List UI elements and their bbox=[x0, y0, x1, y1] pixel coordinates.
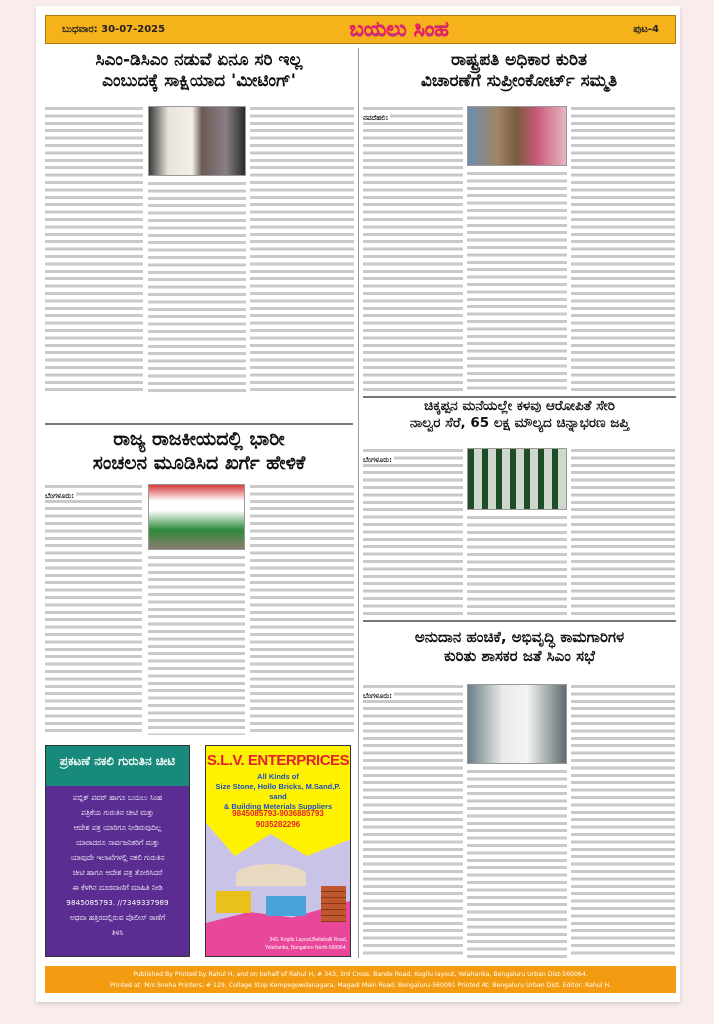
imprint-line: Published By Printed by Rahul H, and on behalf of Rahul H, # 343, 3rd Cross, Bande Road, Kogilu layout, Yelahanka, Bengaluru Urban Dist-560064. bbox=[133, 971, 588, 978]
ad-address-line: Yelahanka, Bangalore North-560064. bbox=[264, 945, 347, 951]
ad-address-line: 343, Kogilu Layout,Bellahalli Road, bbox=[269, 937, 347, 943]
article-4-body bbox=[467, 514, 567, 615]
article-3-body bbox=[45, 483, 142, 735]
bricks-image bbox=[321, 886, 346, 922]
page-number: ಪುಟ-4 bbox=[633, 24, 659, 35]
article-3-body bbox=[250, 483, 354, 735]
headline-line: ಸಿಎಂ-ಡಿಸಿಎಂ ನಡುವೆ ಏನೂ ಸರಿ ಇಲ್ಲ bbox=[95, 50, 303, 70]
headline-line: ಕುರಿತು ಶಾಸಕರ ಜತೆ ಸಿಎಂ ಸಭೆ bbox=[444, 646, 595, 665]
section-divider bbox=[45, 423, 353, 425]
notice-line: ಈ ಕೆಳಗಿನ ದೂರವಾಣಿಗೆ ಮಾಹಿತಿ ನೀಡಿ bbox=[72, 883, 163, 892]
ad-company-name: S.L.V. ENTERPRICES bbox=[206, 752, 350, 769]
ad-phone-numbers bbox=[206, 808, 350, 830]
article-3-headline bbox=[45, 428, 353, 476]
dateline: ಬೆಂಗಳೂರು: bbox=[363, 456, 392, 464]
slv-enterprises-advertisement bbox=[205, 745, 351, 957]
imprint-footer bbox=[45, 966, 676, 993]
ad-phone: 9035282296 bbox=[255, 820, 301, 829]
article-1-headline bbox=[45, 50, 353, 93]
article-2-headline bbox=[363, 50, 675, 93]
headline-line: ನಾಲ್ವರ ಸೆರೆ, 65 ಲಕ್ಷ ಮೌಲ್ಯದ ಚಿನ್ನಾಭರಣ ಜಪ್ತಿ bbox=[409, 414, 630, 431]
article-5-headline bbox=[363, 628, 676, 666]
headline-line: ಎಂಬುದಕ್ಕೆ ಸಾಕ್ಷಿಯಾದ 'ಮೀಟಿಂಗ್' bbox=[102, 71, 296, 92]
article-2-body bbox=[467, 170, 567, 393]
truck-image bbox=[266, 896, 306, 916]
section-divider bbox=[363, 620, 676, 622]
ad-address bbox=[252, 936, 347, 952]
sand-pile-image bbox=[236, 864, 306, 886]
article-3-photo bbox=[148, 484, 245, 550]
dateline: ಬೆಂಗಳೂರು: bbox=[45, 492, 74, 500]
notice-title: ಪ್ರಕಟಣೆ ನಕಲಿ ಗುರುತಿನ ಚೀಟಿ bbox=[46, 746, 189, 786]
notice-body bbox=[46, 786, 189, 944]
article-5-photo bbox=[467, 684, 567, 764]
ad-product-list: & Building Meterials Suppliers bbox=[223, 802, 333, 811]
dateline: ಬೆಂಗಳೂರು: bbox=[363, 692, 392, 700]
excavator-image bbox=[216, 891, 251, 913]
notice-line: ಪತ್ರಿಕೆಯ ಗುರುತಿನ ಚೀಟಿ ಮತ್ತು bbox=[81, 808, 154, 817]
ad-phone: 9845085793-9036885793 bbox=[232, 809, 324, 818]
dateline: ನವದೆಹಲಿ: bbox=[363, 114, 389, 122]
article-1-photo bbox=[148, 106, 246, 176]
headline-line: ಚಿಕ್ಕಪ್ಪನ ಮನೆಯಲ್ಲೇ ಕಳವು ಆರೋಪಿತೆ ಸೇರಿ bbox=[424, 398, 615, 414]
notice-line: ಅಥವಾ ಹತ್ತಿರದಲ್ಲಿರುವ ಪೊಲೀಸ್ ಠಾಣೆಗೆ bbox=[69, 913, 166, 922]
article-2-body bbox=[571, 105, 675, 393]
headline-line: ಅನುದಾನ ಹಂಚಿಕೆ, ಅಭಿವೃದ್ಧಿ ಕಾಮಗಾರಿಗಳ bbox=[414, 628, 625, 646]
ad-subtitle: All Kinds of bbox=[257, 772, 299, 781]
article-1-body bbox=[250, 105, 354, 395]
article-4-body bbox=[363, 447, 463, 615]
issue-date: ಬುಧವಾರ: 30-07-2025 bbox=[62, 24, 166, 35]
notice-line: ಚೀಟಿ ಹಾಗೂ ಆದೇಶ ಪತ್ರ ತೋರಿಸಿದರೆ bbox=[72, 868, 163, 877]
article-2-photo bbox=[467, 106, 567, 166]
notice-line: ಯಾವುದೇ ಇಲಾಖೆಗಳಲ್ಲಿ ನಕಲಿ ಗುರುತಿನ bbox=[70, 853, 165, 862]
article-5-body bbox=[363, 683, 463, 958]
notice-line: ತಿಳಿಸಿ bbox=[111, 928, 124, 937]
notice-advertisement bbox=[45, 745, 190, 957]
imprint-line: Printed at: M/s Sneha Printers, # 129, Collage Stop Kempegowdanagara, Magadi Main Road, Bengaluru-560091 Printed At: Bengaluru Urban Dist. Editor: Rahul H. bbox=[110, 982, 611, 989]
article-4-photo bbox=[467, 448, 567, 510]
notice-phone: 9845085793. //7349337989 bbox=[66, 898, 169, 907]
article-4-headline bbox=[363, 398, 676, 432]
headline-line: ಸಂಚಲನ ಮೂಡಿಸಿದ ಖರ್ಗೆ ಹೇಳಿಕೆ bbox=[92, 451, 306, 474]
notice-line: ಯಾರಾದರೂ ಸಾರ್ವಜನಿಕರಿಗೆ ಮತ್ತು bbox=[75, 838, 160, 847]
article-5-body bbox=[571, 683, 675, 958]
headline-line: ವಿಚಾರಣೆಗೆ ಸುಪ್ರೀಂಕೋರ್ಟ್ ಸಮ್ಮತಿ bbox=[420, 71, 618, 92]
headline-line: ರಾಜ್ಯ ರಾಜಕೀಯದಲ್ಲಿ ಭಾರೀ bbox=[113, 428, 285, 450]
article-1-body bbox=[148, 180, 246, 395]
article-3-body bbox=[148, 554, 245, 735]
headline-line: ರಾಷ್ಟ್ರಪತಿ ಅಧಿಕಾರ ಕುರಿತ bbox=[451, 50, 587, 70]
article-1-body bbox=[45, 105, 143, 395]
masthead bbox=[45, 15, 676, 44]
article-2-body bbox=[363, 105, 463, 393]
newspaper-logo: ಬಯಲು ಸಿಂಹ bbox=[349, 17, 449, 41]
article-4-body bbox=[571, 447, 675, 615]
notice-line: ಪಬ್ಲಿಕ್ ಪವರ್ ಹಾಗೂ ಬಯಲು ಸಿಂಹ bbox=[72, 793, 163, 802]
ad-product-list: Size Stone, Hollo Bricks, M.Sand,P. sand bbox=[215, 782, 341, 801]
notice-line: ಆದೇಶ ಪತ್ರ ಯಾರಿಗೂ ನೀಡಿರುವುದಿಲ್ಲ bbox=[73, 823, 162, 832]
column-divider bbox=[358, 48, 359, 958]
ad-products bbox=[206, 772, 350, 812]
article-5-body bbox=[467, 768, 567, 958]
